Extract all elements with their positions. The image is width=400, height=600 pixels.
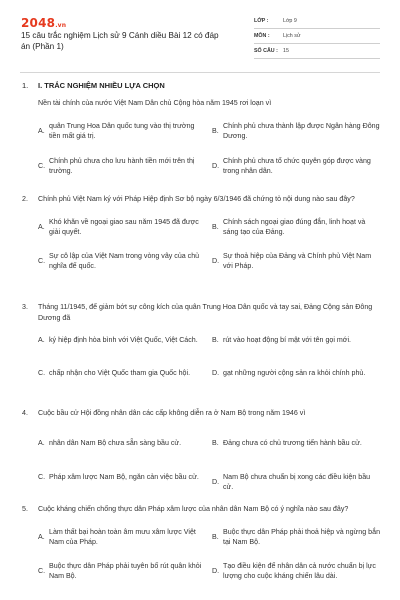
header-divider	[20, 72, 380, 73]
section-heading	[22, 81, 165, 90]
question-number: 4.	[22, 409, 28, 417]
meta-table	[254, 14, 380, 59]
option-c[interactable]: C. Buộc thực dân Pháp phải tuyên bố rút quân khỏi Nam Bộ.	[38, 561, 202, 580]
option-a[interactable]: A. ký hiệp định hòa bình với Việt Quốc, Việt Cách.	[38, 336, 198, 344]
option-a[interactable]: A. Khó khăn về ngoại giao sau năm 1945 đã được giải quyết.	[38, 217, 199, 236]
option-b[interactable]: B. Chính sách ngoại giao đúng đắn, linh hoạt và sáng tạo của Đảng.	[212, 217, 366, 236]
option-b[interactable]: B. rút vào hoạt động bí mật với tên gọi mới.	[212, 336, 351, 344]
logo-main: 2048	[21, 16, 56, 30]
option-d[interactable]: D. Sự thoả hiệp của Đảng và Chính phủ Việt Nam với Pháp.	[212, 251, 372, 270]
option-d[interactable]: D. Tạo điều kiện để nhân dân cả nước chuẩn bị lực lượng cho cuộc kháng chiến lâu dài.	[212, 561, 376, 580]
question-number: 2.	[22, 195, 28, 203]
section-number: 1.	[22, 81, 29, 90]
option-a[interactable]: A. Làm thất bại hoàn toàn âm mưu xâm lược Việt Nam của Pháp.	[38, 527, 196, 546]
meta-value: Lớp 9	[283, 18, 297, 24]
page-header	[0, 0, 400, 66]
meta-key: SỐ CÂU :	[254, 48, 278, 54]
site-logo[interactable]	[21, 16, 66, 30]
meta-value: Lịch sử	[283, 33, 301, 39]
question-2	[22, 194, 380, 270]
meta-key: LỚP :	[254, 18, 269, 24]
option-b[interactable]: B. Đảng chưa có chủ trương tiến hành bầu cử.	[212, 438, 362, 447]
question-stem: Nền tài chính của nước Việt Nam Dân chủ Cộng hòa năm 1945 rơi loạn vì	[38, 99, 272, 107]
option-a[interactable]: A. quân Trung Hoa Dân quốc tung vào thị trường tiền mất giá trị.	[38, 121, 195, 140]
document-title: 15 câu trắc nghiệm Lịch sử 9 Cánh diều Bài 12 có đáp án (Phần 1)	[21, 31, 219, 51]
question-5	[22, 504, 381, 580]
section-title: I. TRẮC NGHIỆM NHIỀU LỰA CHỌN	[38, 81, 165, 90]
question-stem: Tháng 11/1945, để giảm bớt sự công kích của quân Trung Hoa Dân quốc và tay sai, Đảng Cộng sản Đông Dương đã	[38, 303, 373, 322]
option-d[interactable]: D. Chính phủ chưa tổ chức quyên góp được vàng trong nhân dân.	[212, 156, 371, 175]
meta-key: MÔN :	[254, 33, 270, 39]
option-c[interactable]: C. Sự cô lập của Việt Nam trong vòng vây của chủ nghĩa đế quốc.	[38, 251, 200, 270]
question-4	[22, 408, 380, 491]
option-d[interactable]: D. Nam Bộ chưa chuẩn bị xong các điều kiện bầu cử.	[212, 472, 371, 491]
question-number: 5.	[22, 505, 28, 513]
question-1	[22, 98, 380, 175]
question-stem: Cuộc bầu cử Hội đồng nhân dân các cấp không diễn ra ở Nam Bộ trong năm 1946 vì	[38, 409, 306, 417]
option-b[interactable]: B. Chính phủ chưa thành lập được Ngân hàng Đông Dương.	[212, 121, 380, 140]
question-3	[22, 302, 380, 377]
logo-suffix: .vn	[55, 22, 67, 29]
question-number	[22, 98, 38, 109]
question-number: 3.	[22, 303, 28, 311]
option-a[interactable]: A. nhân dân Nam Bộ chưa sẵn sàng bầu cử.	[38, 438, 182, 447]
meta-row-count	[254, 44, 380, 59]
meta-value: 15	[283, 48, 289, 54]
option-c[interactable]: C. Chính phủ chưa cho lưu hành tiền mới trên thị trường.	[38, 156, 195, 175]
question-stem: Cuộc kháng chiến chống thực dân Pháp xâm lược của nhân dân Nam Bộ có ý nghĩa nào sau đây?	[38, 505, 349, 513]
option-d[interactable]: D. gạt những người cộng sản ra khỏi chính phủ.	[212, 369, 366, 377]
meta-row-grade	[254, 14, 380, 29]
option-c[interactable]: C. Pháp xâm lược Nam Bộ, ngăn cản việc bầu cử.	[38, 472, 199, 481]
option-b[interactable]: B. Buộc thực dân Pháp phải thoả hiệp và ngừng bắn tại Nam Bộ.	[212, 527, 381, 546]
meta-row-subject	[254, 29, 380, 44]
question-stem: Chính phủ Việt Nam ký với Pháp Hiệp định Sơ bộ ngày 6/3/1946 đã chứng tỏ nội dung nào sau đây?	[38, 195, 355, 203]
option-c[interactable]: C. chấp nhận cho Việt Quốc tham gia Quốc hội.	[38, 369, 191, 377]
